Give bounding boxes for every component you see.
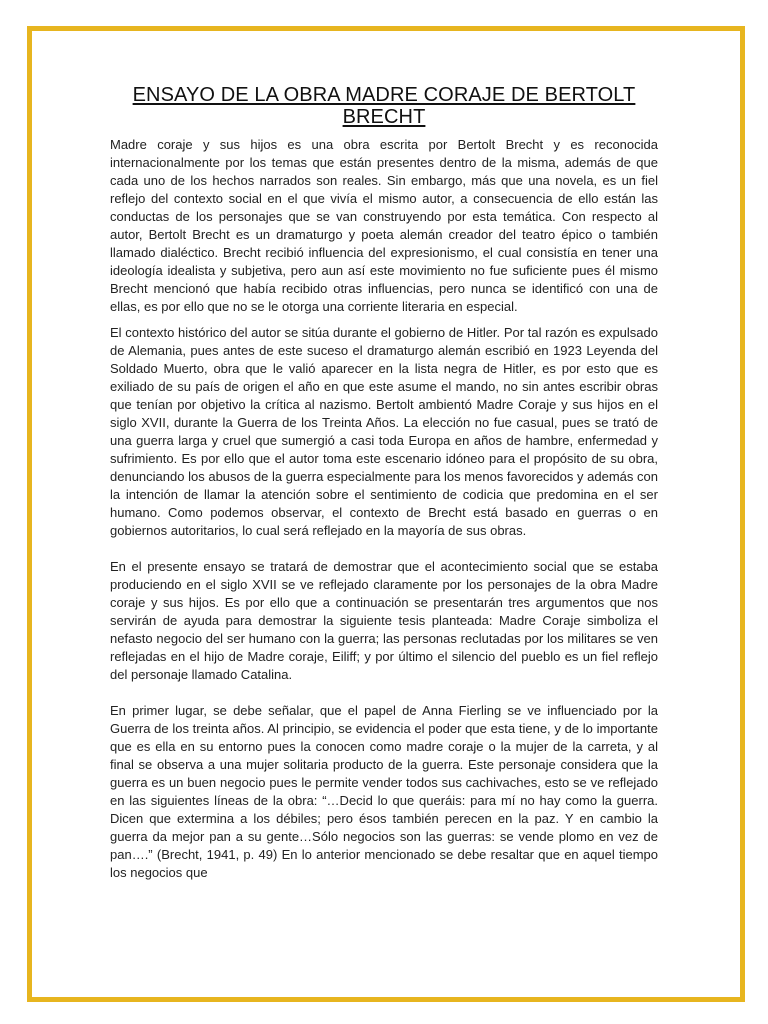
paragraph-context: El contexto histórico del autor se sitúa durante el gobierno de Hitler. Por tal razón es expulsado de Alemania, pues antes de este suceso el dramaturgo alemán escribió en 1923 Leyenda del Soldado Muerto, obra que le valió aparecer en la lista negra de Hitler, es por esto que es exiliado de su país de origen el año en que este asume el mando, no sin antes escribir obras que tenían por objetivo la crítica al nazismo. Bertolt ambientó Madre Coraje y sus hijos en el siglo XVII, durante la Guerra de los Treinta Años. La elección no fue casual, pues se trató de una guerra larga y cruel que sumergió a casi toda Europa en años de hambre, enfermedad y sufrimiento. Es por ello que el autor toma este escenario idóneo para el propósito de su obra, denunciando los abusos de la guerra especialmente para los menos favorecidos y además con la intención de llamar la atención sobre el sentimiento de codicia que predomina en el ser humano. Como podemos observar, el contexto de Brecht está basado en guerras o en gobiernos autoritarios, lo cual será reflejado en la mayoría de sus obras. [110,325,658,538]
paragraph-thesis: En el presente ensayo se tratará de demostrar que el acontecimiento social que se estaba produciendo en el siglo XVII se ve reflejado claramente por los personajes de la obra Madre coraje y sus hijos. Es por ello que a continuación se presentarán tres argumentos que nos servirán de ayuda para demostrar la siguiente tesis planteada: Madre Coraje simboliza el nefasto negocio del ser humano con la guerra; las personas reclutadas por los militares se ven reflejadas en el hijo de Madre coraje, Eiliff; y por último el silencio del pueblo es un fiel reflejo del personaje llamado Catalina. [110,559,658,682]
paragraph-intro: Madre coraje y sus hijos es una obra escrita por Bertolt Brecht y es reconocida internacionalmente por los temas que están presentes dentro de la misma, además de que cada uno de los hechos narrados son reales. Sin embargo, más que una novela, es un fiel reflejo del contexto social en el que vivía el mismo autor, a consecuencia de ello están las conductas de los personajes que se van construyendo por esta temática. Con respecto al autor, Bertolt Brecht es un dramaturgo y poeta alemán creador del teatro épico o también llamado dialéctico. Brecht recibió influencia del expresionismo, el cual consistía en tener una ideología idealista y subjetiva, pero aun así este movimiento no fue suficiente pues él mismo Brecht mencionó que había recibido otras influencias, pero nunca se identificó con una de ellas, es por ello que no se le otorga una corriente literaria en especial. [110,137,658,314]
document-body [110,84,658,944]
paragraph-first-argument: En primer lugar, se debe señalar, que el papel de Anna Fierling se ve influenciado por la Guerra de los treinta años. Al principio, se evidencia el poder que esta tiene, y de lo importante que es ella en su entorno pues la conocen como madre coraje o la mujer de la carreta, y al final se observa a una mujer solitaria producto de la guerra. Este personaje considera que la guerra es un buen negocio pues le permite vender todos sus cachivaches, esto se ve reflejado en las siguientes líneas de la obra: “…Decid lo que queráis: para mí no hay como la guerra. Dicen que extermina a los débiles; pero ésos también perecen en la paz. Y en cambio la guerra da mejor pan a su gente…Sólo negocios son las guerras: se vende plomo en vez de pan….” (Brecht, 1941, p. 49) En lo anterior mencionado se debe resaltar que en aquel tiempo los negocios que [110,703,658,880]
document-title: ENSAYO DE LA OBRA MADRE CORAJE DE BERTOLT BRECHT [132,84,636,128]
